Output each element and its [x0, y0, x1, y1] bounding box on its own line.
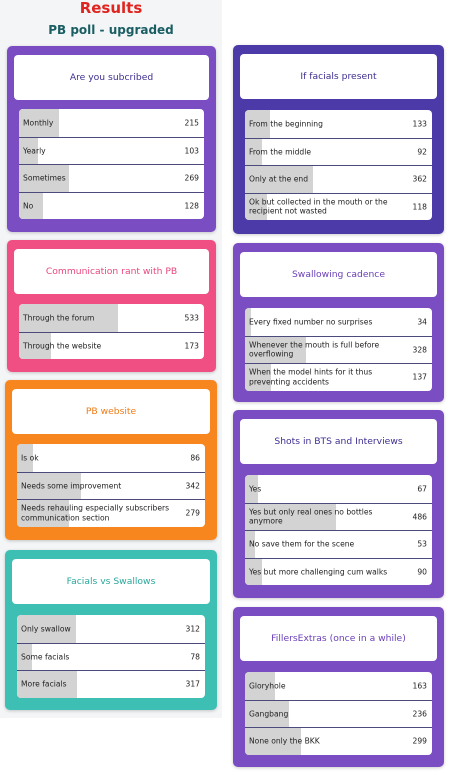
vote-count: 78 — [190, 652, 200, 662]
option-label: Is ok — [21, 453, 39, 463]
vote-count: 67 — [417, 484, 427, 494]
option-label: Through the website — [23, 341, 102, 351]
poll-option[interactable] — [245, 138, 432, 166]
poll-option[interactable] — [17, 472, 205, 500]
poll-options — [17, 444, 205, 527]
vote-count: 86 — [190, 453, 200, 463]
poll-option[interactable] — [17, 615, 205, 643]
option-label: Only at the end — [249, 174, 309, 184]
poll-option[interactable] — [19, 137, 204, 165]
poll-option[interactable] — [245, 672, 432, 700]
option-label: Ok but collected in the mouth or the recipient not wasted — [249, 197, 388, 216]
poll-option[interactable] — [245, 700, 432, 728]
option-label: Gloryhole — [249, 681, 286, 691]
option-label: When the model hints for it thus preventing accidents — [249, 367, 373, 387]
vote-count: 92 — [417, 147, 427, 157]
poll-title: PB website — [12, 389, 210, 434]
option-label: Only swallow — [21, 624, 71, 634]
option-label: Every fixed number no surprises — [249, 317, 373, 327]
vote-count: 317 — [185, 679, 200, 689]
option-label: More facials — [21, 679, 67, 689]
poll-option[interactable] — [17, 670, 205, 698]
poll-option[interactable] — [245, 363, 432, 391]
poll-option[interactable] — [245, 503, 432, 531]
option-label: Monthly — [23, 118, 54, 128]
poll-option[interactable] — [245, 193, 432, 221]
poll-option[interactable] — [245, 727, 432, 755]
poll-option[interactable] — [245, 165, 432, 193]
page-title: Results — [79, 0, 143, 17]
poll-option[interactable] — [245, 558, 432, 586]
poll-option[interactable] — [245, 475, 432, 503]
poll-options — [19, 109, 204, 219]
poll-option[interactable] — [19, 192, 204, 220]
poll-option[interactable] — [245, 110, 432, 138]
poll-title: Are you subcribed — [14, 55, 209, 100]
poll-options — [245, 672, 432, 755]
option-label: Yes — [249, 484, 262, 494]
poll-card-are-you-subcribed — [7, 46, 216, 232]
option-label: From the middle — [249, 147, 312, 157]
poll-card-pb-website — [5, 380, 217, 540]
option-label: No save them for the scene — [249, 539, 355, 549]
poll-title: Communication rant with PB — [14, 249, 209, 294]
poll-card-fillersextras-once-in-a-while — [233, 607, 444, 767]
vote-count: 34 — [417, 317, 427, 327]
option-label: None only the BKK — [249, 736, 320, 746]
vote-count: 533 — [184, 313, 199, 323]
poll-option[interactable] — [17, 643, 205, 671]
option-label: Yes but more challenging cum walks — [249, 567, 388, 577]
vote-count: 328 — [412, 345, 427, 355]
vote-count: 163 — [412, 681, 427, 691]
vote-count: 299 — [412, 736, 427, 746]
vote-count: 342 — [185, 481, 200, 491]
vote-count: 128 — [184, 201, 199, 211]
vote-count: 269 — [184, 173, 199, 183]
vote-count: 215 — [184, 118, 199, 128]
vote-count: 118 — [412, 202, 427, 212]
poll-card-if-facials-present — [233, 45, 444, 234]
poll-title: Swallowing cadence — [240, 252, 437, 297]
vote-count: 53 — [417, 539, 427, 549]
option-label: Yes but only real ones no bottles anymore — [249, 507, 373, 526]
poll-option[interactable] — [19, 109, 204, 137]
poll-option[interactable] — [19, 164, 204, 192]
poll-card-facials-vs-swallows — [5, 550, 217, 710]
poll-options — [245, 308, 432, 391]
option-label: Through the forum — [23, 313, 95, 323]
poll-option[interactable] — [245, 308, 432, 336]
poll-card-communication-rant-with-pb — [7, 240, 216, 372]
vote-count: 137 — [412, 372, 427, 382]
poll-option[interactable] — [245, 336, 432, 364]
option-label: Needs some improvement — [21, 481, 122, 491]
poll-option[interactable] — [19, 304, 204, 332]
option-label: Yearly — [23, 146, 46, 156]
vote-count: 90 — [417, 567, 427, 577]
poll-card-swallowing-cadence — [233, 243, 444, 402]
poll-card-shots-in-bts-and-interviews — [233, 410, 444, 598]
poll-option[interactable] — [19, 332, 204, 360]
option-label: From the beginning — [249, 119, 323, 129]
poll-title: Facials vs Swallows — [12, 559, 210, 604]
poll-title: If facials present — [240, 54, 437, 99]
vote-count: 236 — [412, 709, 427, 719]
vote-count: 486 — [412, 512, 427, 522]
poll-option[interactable] — [17, 444, 205, 472]
poll-title: Shots in BTS and Interviews — [240, 419, 437, 464]
results-header — [0, 0, 222, 44]
poll-options — [19, 304, 204, 359]
option-label: Gangbang — [249, 709, 289, 719]
vote-count: 312 — [185, 624, 200, 634]
page-subtitle: PB poll - upgraded — [48, 23, 174, 37]
option-label: No — [23, 201, 34, 211]
vote-count: 173 — [184, 341, 199, 351]
poll-options — [17, 615, 205, 698]
vote-count: 133 — [412, 119, 427, 129]
poll-option[interactable] — [17, 499, 205, 527]
poll-options — [245, 475, 432, 585]
vote-count: 103 — [184, 146, 199, 156]
option-label: Some facials — [21, 652, 70, 662]
option-label: Sometimes — [23, 173, 66, 183]
vote-count: 362 — [412, 174, 427, 184]
poll-options — [245, 110, 432, 220]
vote-count: 279 — [185, 508, 200, 518]
option-label: Whenever the mouth is full before overflowing — [249, 340, 380, 359]
option-label: Needs rehauling especially subscribers communication section — [21, 503, 170, 523]
poll-option[interactable] — [245, 530, 432, 558]
poll-title: FillersExtras (once in a while) — [240, 616, 437, 661]
